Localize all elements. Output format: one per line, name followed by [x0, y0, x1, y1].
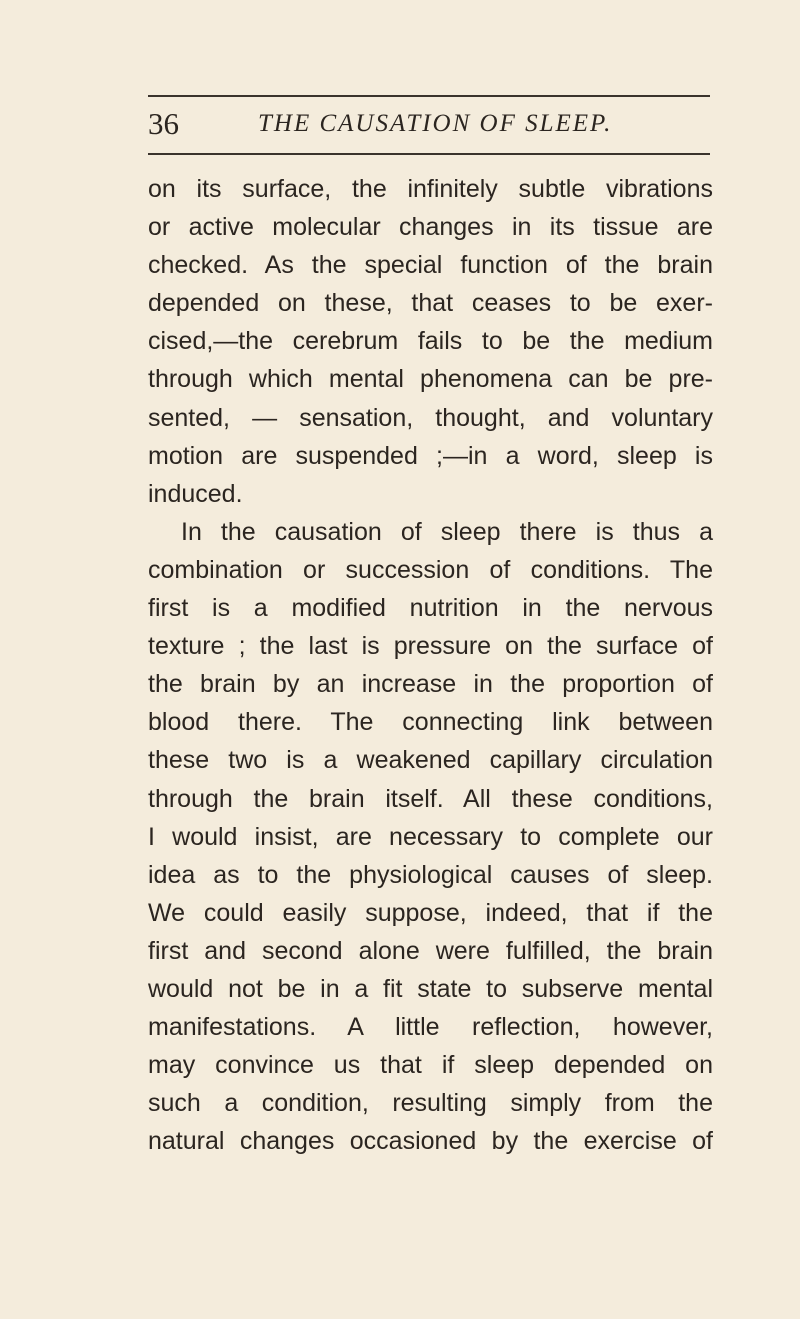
text-line: texture ; the last is pressure on the surface of — [148, 632, 713, 661]
text-line: sented, — sensation, thought, and voluntary — [148, 403, 713, 432]
running-head — [148, 104, 710, 144]
text-line: I would insist, are necessary to complete our — [148, 822, 713, 851]
text-line: manifestations. A little reflection, however, — [148, 1013, 713, 1042]
text-line: the brain by an increase in the proportion of — [148, 670, 713, 699]
text-line: these two is a weakened capillary circulation — [148, 746, 713, 775]
header-rule-bottom — [148, 153, 710, 155]
text-line: first is a modified nutrition in the nervous — [148, 594, 713, 623]
running-title: THE CAUSATION OF SLEEP. — [258, 110, 613, 137]
text-line: such a condition, resulting simply from the — [148, 1089, 713, 1118]
text-line: first and second alone were fulfilled, the brain — [148, 936, 713, 965]
paragraph — [148, 170, 713, 513]
text-line: We could easily suppose, indeed, that if the — [148, 898, 713, 927]
text-line: through which mental phenomena can be pre- — [148, 365, 713, 394]
text-line: idea as to the physiological causes of sleep. — [148, 860, 713, 889]
text-line: blood there. The connecting link between — [148, 708, 713, 737]
text-line: or active molecular changes in its tissue are — [148, 213, 713, 242]
paragraph — [148, 513, 713, 1161]
body-text — [148, 170, 713, 1160]
text-line: combination or succession of conditions. The — [148, 555, 713, 584]
text-line: cised,—the cerebrum fails to be the medium — [148, 327, 713, 356]
text-line: would not be in a fit state to subserve mental — [148, 974, 713, 1003]
text-line: natural changes occasioned by the exercise of — [148, 1127, 713, 1156]
text-line: induced. — [148, 479, 243, 508]
text-line: depended on these, that ceases to be exer- — [148, 289, 713, 318]
text-line: checked. As the special function of the brain — [148, 251, 713, 280]
text-line: motion are suspended ;—in a word, sleep is — [148, 441, 713, 470]
text-line: through the brain itself. All these conditions, — [148, 784, 713, 813]
text-line: In the causation of sleep there is thus a — [181, 517, 713, 546]
text-line: on its surface, the infinitely subtle vibrations — [148, 175, 713, 203]
text-line: may convince us that if sleep depended on — [148, 1051, 713, 1080]
page-number: 36 — [148, 106, 179, 141]
header-rule-top — [148, 95, 710, 97]
